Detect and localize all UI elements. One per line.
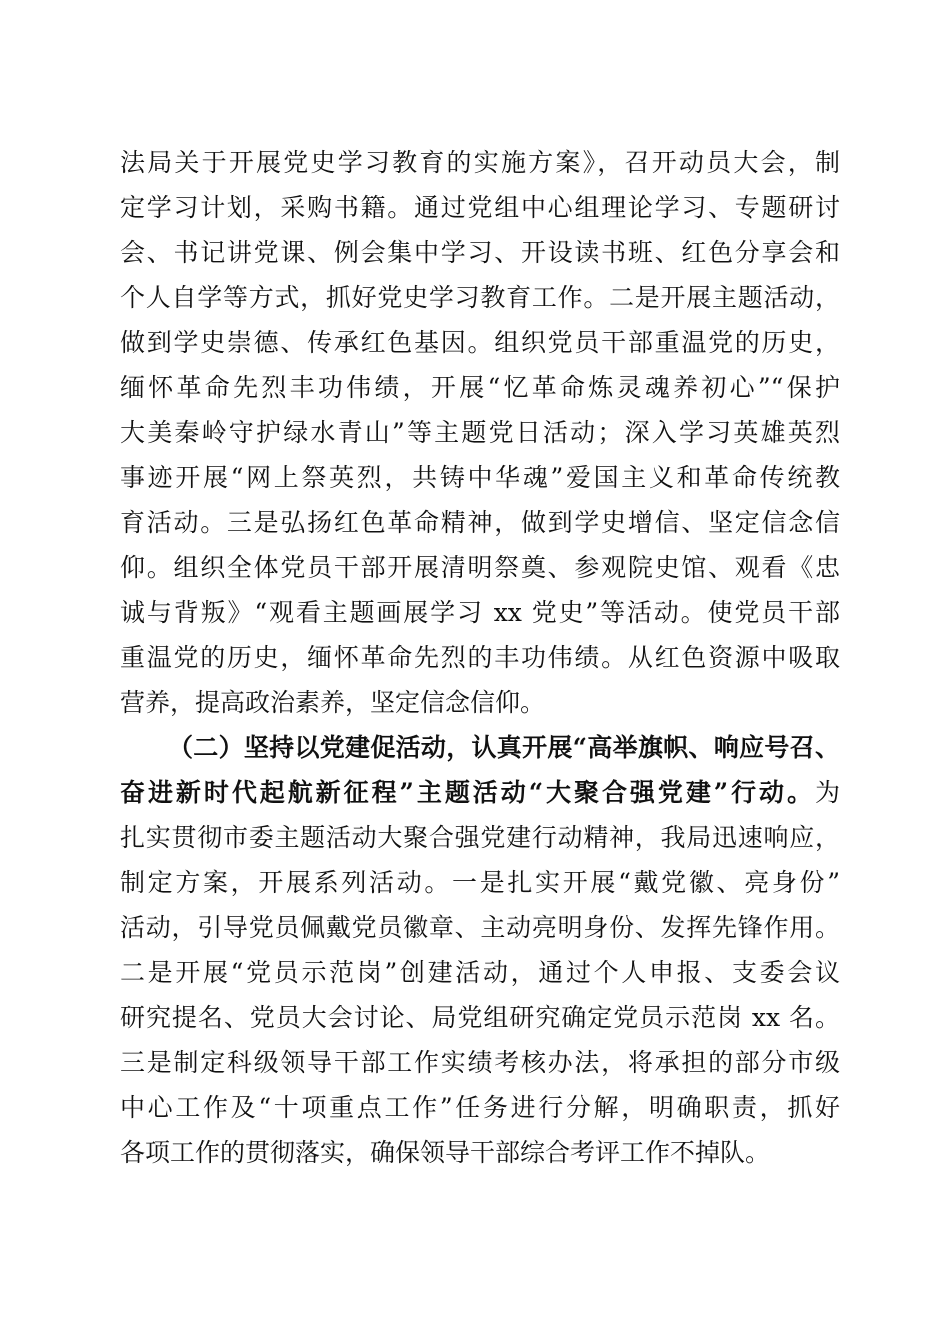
paragraph-line: 各项工作的贯彻落实，确保领导干部综合考评工作不掉队。: [120, 1138, 771, 1167]
paragraph-text: 为: [814, 778, 840, 807]
paragraph-line: 事迹开展“网上祭英烈，共铸中华魂”爱国主义和革命传统教: [120, 463, 840, 492]
paragraph-line: 会、书记讲党课、例会集中学习、开设读书班、红色分享会和: [120, 238, 840, 267]
paragraph-line: 做到学史崇德、传承红色基因。组织党员干部重温党的历史，: [120, 328, 840, 357]
paragraph-line: 扎实贯彻市委主题活动大聚合强党建行动精神，我局迅速响应，: [120, 823, 840, 852]
paragraph-line: 制定方案，开展系列活动。一是扎实开展“戴党徽、亮身份”: [120, 868, 840, 897]
paragraph-line: 二是开展“党员示范岗”创建活动，通过个人申报、支委会议: [120, 958, 840, 987]
paragraph-line: 研究提名、党员大会讨论、局党组研究确定党员示范岗 xx 名。: [120, 1003, 840, 1032]
paragraph-line: 营养，提高政治素养，坚定信念信仰。: [120, 688, 546, 717]
paragraph-line: 定学习计划，采购书籍。通过党组中心组理论学习、专题研讨: [120, 193, 840, 222]
paragraph-line: 仰。组织全体党员干部开展清明祭奠、参观院史馆、观看《忠: [120, 553, 840, 582]
section-heading-text: 奋进新时代起航新征程”主题活动“大聚合强党建”行动。: [120, 778, 815, 807]
paragraph-line: 个人自学等方式，抓好党史学习教育工作。二是开展主题活动，: [120, 283, 840, 312]
paragraph-2: [120, 725, 840, 1175]
paragraph-line: 大美秦岭守护绿水青山”等主题党日活动；深入学习英雄英烈: [120, 418, 840, 447]
paragraph-line: 法局关于开展党史学习教育的实施方案》，召开动员大会，制: [120, 148, 840, 177]
paragraph-line: 中心工作及“十项重点工作”任务进行分解，明确职责，抓好: [120, 1093, 840, 1122]
section-heading-line: [120, 770, 840, 815]
paragraph-line: 活动，引导党员佩戴党员徽章、主动亮明身份、发挥先锋作用。: [120, 913, 840, 942]
paragraph-line: 重温党的历史，缅怀革命先烈的丰功伟绩。从红色资源中吸取: [120, 643, 840, 672]
paragraph-line: 诚与背叛》“观看主题画展学习 xx 党史”等活动。使党员干部: [120, 598, 840, 627]
paragraph-line: 三是制定科级领导干部工作实绩考核办法，将承担的部分市级: [120, 1048, 840, 1077]
document-body: [120, 140, 840, 1175]
paragraph-line: 育活动。三是弘扬红色革命精神，做到学史增信、坚定信念信: [120, 508, 840, 537]
paragraph-1: [120, 140, 840, 725]
paragraph-line: 缅怀革命先烈丰功伟绩，开展“忆革命炼灵魂养初心”“保护: [120, 373, 840, 402]
section-heading-line: （二）坚持以党建促活动，认真开展“高举旗帜、响应号召、: [168, 733, 840, 762]
